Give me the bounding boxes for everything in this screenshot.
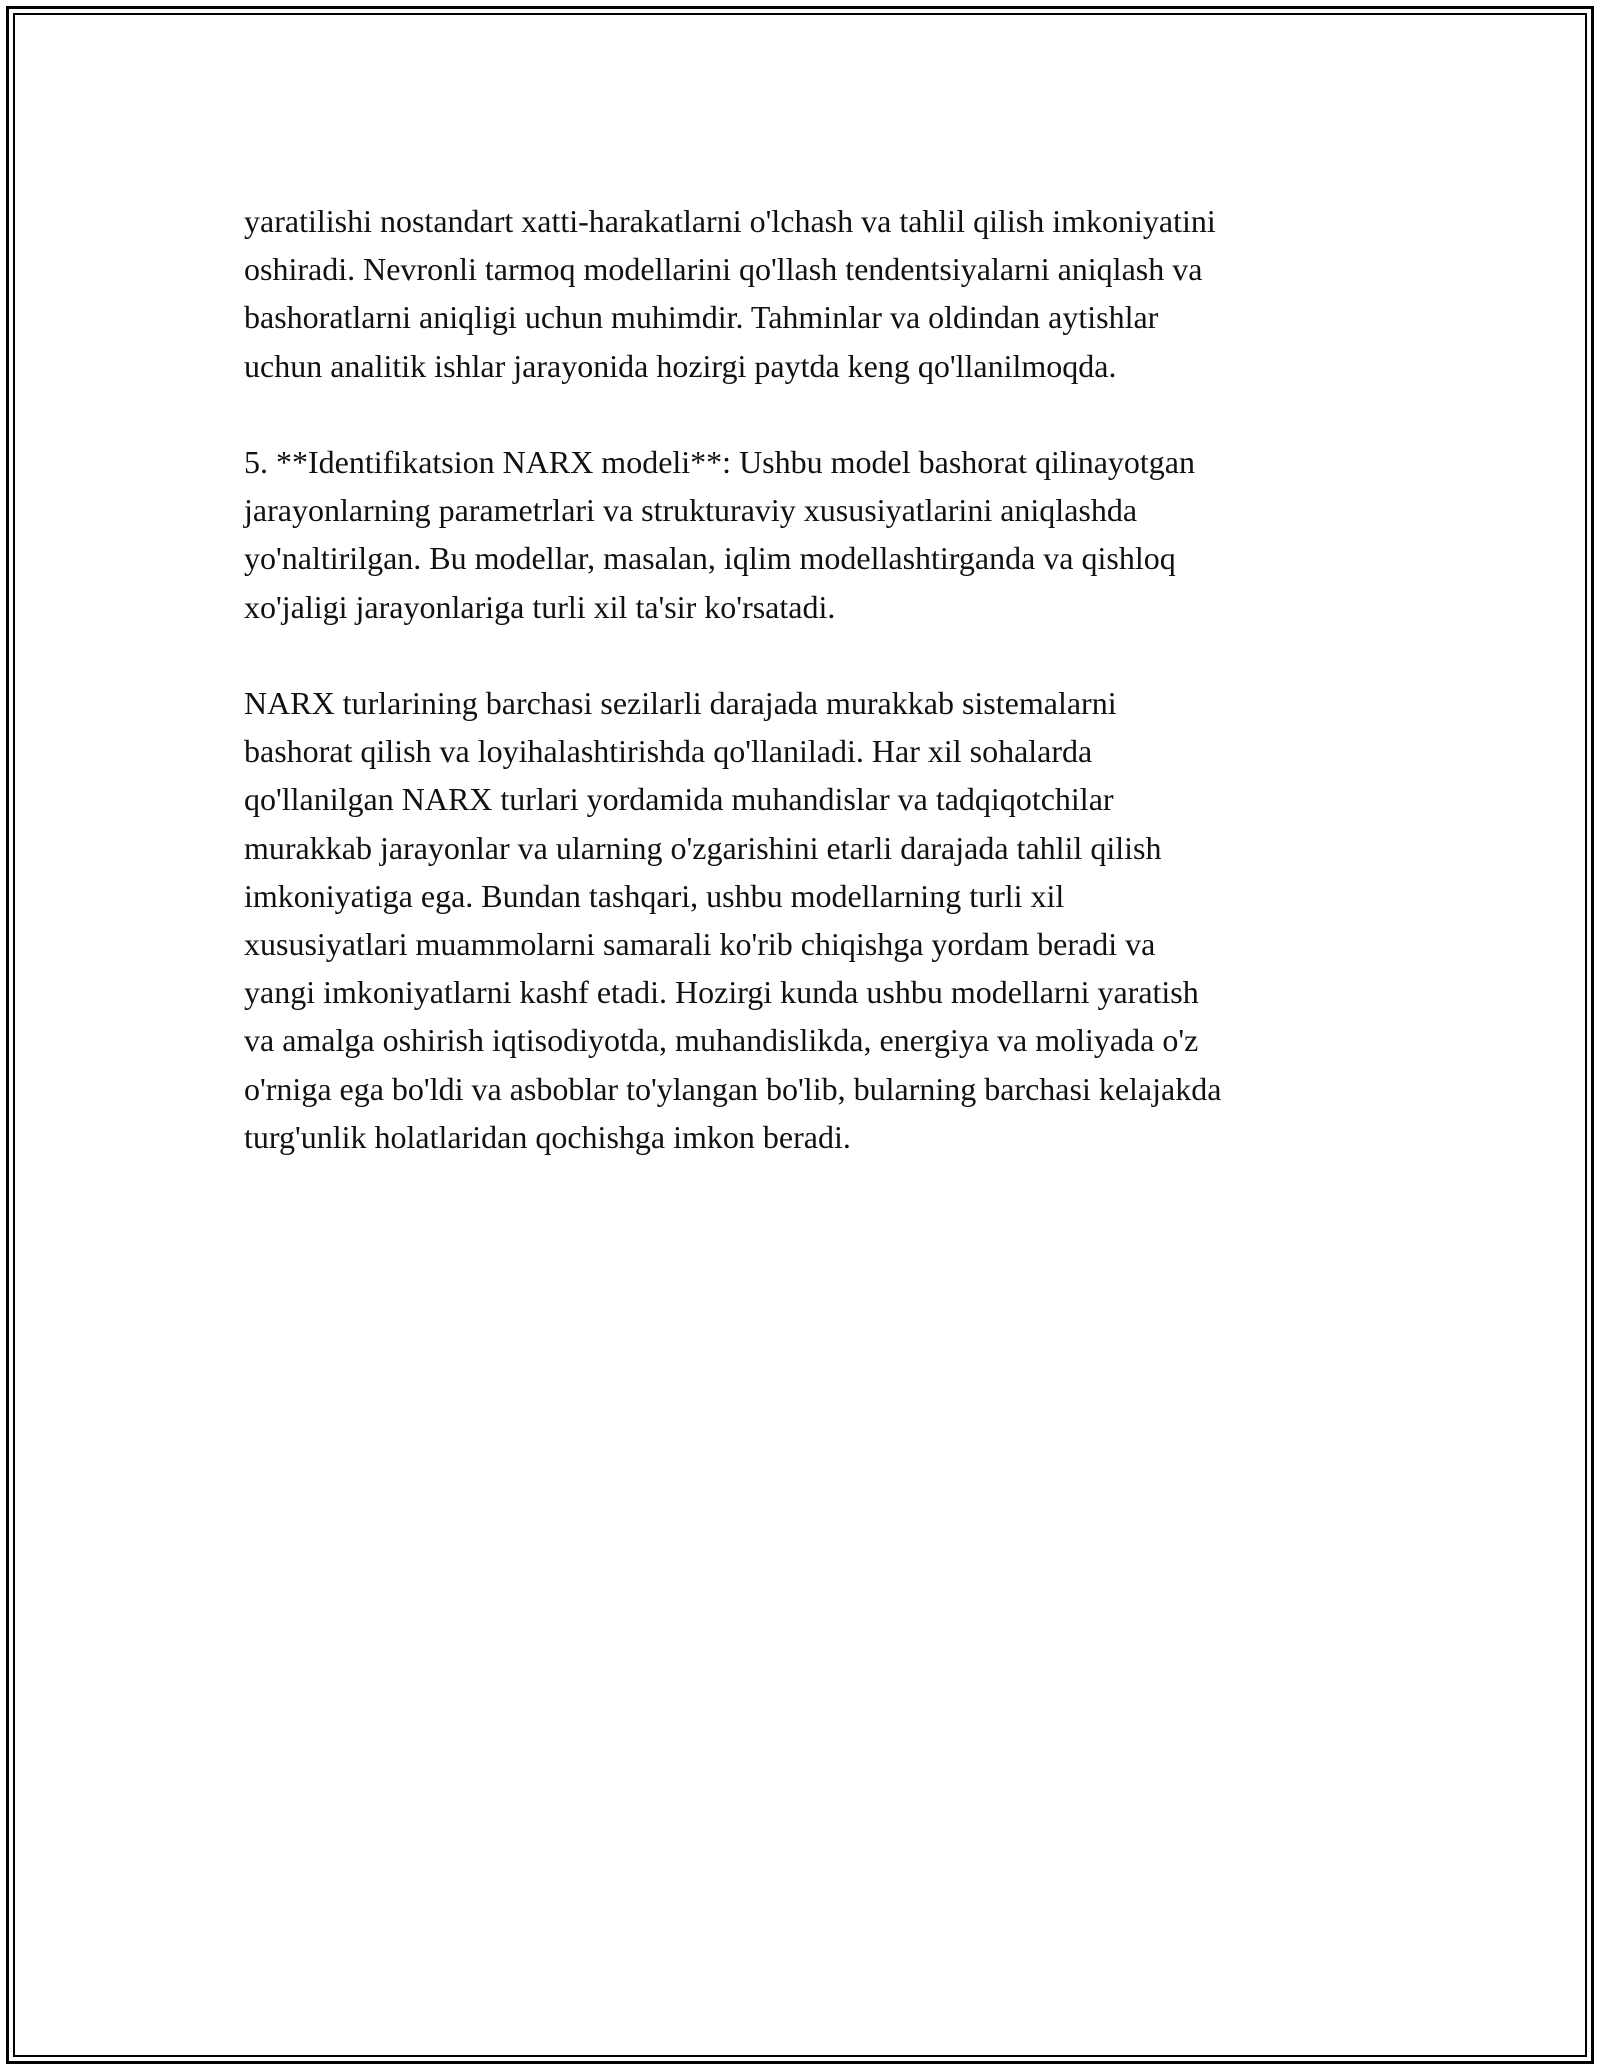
paragraph-line: turg'unlik holatlaridan qochishga imkon beradi.	[244, 1118, 851, 1155]
paragraph-line: xususiyatlari muammolarni samarali ko'rib chiqishga yordam beradi va	[244, 926, 1156, 963]
page-border	[6, 6, 1594, 2064]
paragraph-line: imkoniyatiga ega. Bundan tashqari, ushbu modellarning turli xil	[244, 877, 1065, 914]
paragraph-3	[244, 679, 1394, 1161]
paragraph-line: oshiradi. Nevronli tarmoq modellarini qo'llash tendentsiyalarni aniqlash va	[244, 251, 1203, 288]
paragraph-line: o'rniga ega bo'ldi va asboblar to'ylangan bo'lib, bularning barchasi kelajakda	[244, 1070, 1222, 1107]
paragraph-line: NARX turlarining barchasi sezilarli darajada murakkab sistemalarni	[244, 685, 1117, 721]
paragraph-line: uchun analitik ishlar jarayonida hozirgi paytda keng qo'llanilmoqda.	[244, 347, 1117, 384]
paragraph-line: bashoratlarni aniqligi uchun muhimdir. Tahminlar va oldindan aytishlar	[244, 299, 1159, 336]
paragraph-line: qo'llanilgan NARX turlari yordamida muhandislar va tadqiqotchilar	[244, 781, 1114, 818]
paragraph-2	[244, 438, 1394, 631]
paragraph-line: yangi imkoniyatlarni kashf etadi. Hozirgi kunda ushbu modellarni yaratish	[244, 974, 1199, 1011]
paragraph-line: xo'jaligi jarayonlariga turli xil ta'sir ko'rsatadi.	[244, 588, 836, 625]
paragraph-line: jarayonlarning parametrlari va strukturaviy xususiyatlarini aniqlashda	[244, 492, 1138, 529]
paragraph-line: murakkab jarayonlar va ularning o'zgarishini etarli darajada tahlil qilish	[244, 829, 1162, 866]
document-body	[244, 197, 1394, 1209]
paragraph-line: yaratilishi nostandart xatti-harakatlarni o'lchash va tahlil qilish imkoniyatini	[244, 203, 1216, 239]
paragraph-line: 5. **Identifikatsion NARX modeli**: Ushbu model bashorat qilinayotgan	[244, 444, 1195, 480]
paragraph-line: bashorat qilish va loyihalashtirishda qo'llaniladi. Har xil sohalarda	[244, 733, 1093, 770]
paragraph-line: va amalga oshirish iqtisodiyotda, muhandislikda, energiya va moliyada o'z	[244, 1022, 1199, 1059]
paragraph-1	[244, 197, 1394, 390]
paragraph-line: yo'naltirilgan. Bu modellar, masalan, iqlim modellashtirganda va qishloq	[244, 540, 1176, 577]
